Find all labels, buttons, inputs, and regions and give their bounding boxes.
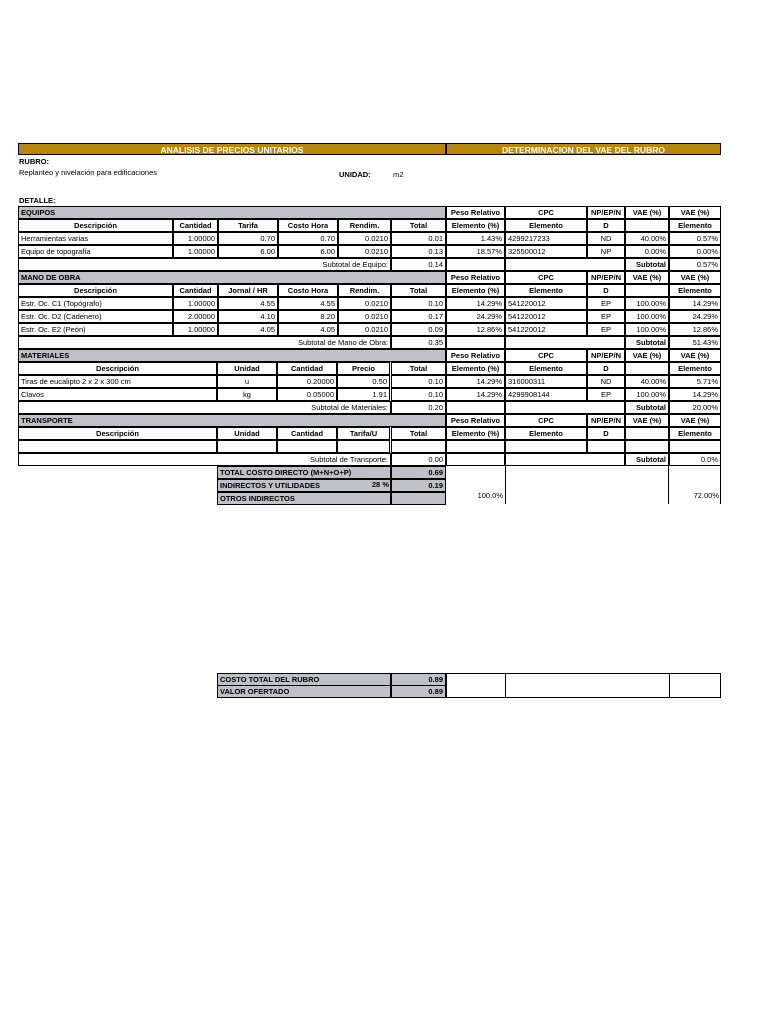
vae-pct: 100.00% [625,297,669,310]
column-header: Cantidad [173,284,218,297]
vae-header-peso: Peso Relativo [446,271,505,284]
vae-np: EP [587,323,625,336]
rubro-label: RUBRO: [19,157,49,166]
empty-cell [18,440,217,453]
vae-elemento: 24.29% [669,310,721,323]
row-rend: 0.0210 [338,310,391,323]
column-header: Unidad [217,427,277,440]
vae-peso: 14.29% [446,297,505,310]
vae-pct: 100.00% [625,323,669,336]
vae-header-np2: D [587,427,625,440]
row-cant: 1.00000 [173,323,218,336]
vae-header-cpc2: Elemento [505,362,587,375]
empty-cell [669,440,721,453]
vae-header-np: NP/EP/N [587,206,625,219]
empty-cell [217,440,277,453]
row-tarifa: 6.00 [218,245,278,258]
subtotal-value: 0.00 [391,453,446,466]
column-header: Descripción [18,219,173,232]
vae-header-np: NP/EP/N [587,271,625,284]
vae-sub-blank [446,258,505,271]
subtotal-label: Subtotal de Materiales: [18,401,391,414]
vae-header-np: NP/EP/N [587,414,625,427]
column-header: Rendim. [338,219,391,232]
vae-cpc: 4299908144 [505,388,587,401]
vae-header-peso: Peso Relativo [446,414,505,427]
empty-cell [505,440,587,453]
column-header: Cantidad [173,219,218,232]
vae-sub-blank [446,336,505,349]
row-cant: 1.00000 [173,232,218,245]
vae-header-blank [625,284,669,297]
vae-elemento: 14.29% [669,388,721,401]
row-tarifa: 4.10 [218,310,278,323]
row-cant: 1.00000 [173,297,218,310]
vae-sub-blank [505,453,625,466]
column-header: Costo Hora [278,284,338,297]
vae-np: NP [587,245,625,258]
column-header: Precio [337,362,390,375]
vae-np: ND [587,232,625,245]
costo-total-value: 0.89 [391,673,446,686]
vae-header-cpc: CPC [505,414,587,427]
row-rend: 0.0210 [338,232,391,245]
subtotal-label: Subtotal de Transporte: [18,453,391,466]
column-header: Cantidad [277,427,337,440]
costo-total-label: COSTO TOTAL DEL RUBRO [217,673,391,686]
row-costo: 0.70 [278,232,338,245]
vae-subtotal-value: 51.43% [669,336,721,349]
column-header: Cantidad [277,362,337,375]
vae-elemento: 0.00% [669,245,721,258]
vae-header-peso: Peso Relativo [446,349,505,362]
vae-header-vae-el2: Elemento [669,219,721,232]
vae-elemento: 12.86% [669,323,721,336]
vae-totals-right-border [720,466,721,504]
vae-peso: 1.43% [446,232,505,245]
rubro-description: Replanteo y nivelación para edificaciones [19,168,158,177]
vae-subtotal-value: 20.00% [669,401,721,414]
vae-sub-blank [505,336,625,349]
vae-subtotal-label: Subtotal [625,401,669,414]
row-total: 0.10 [391,375,446,388]
row-unidad: kg [217,388,277,401]
empty-cell [587,440,625,453]
row-desc: Tiras de eucalipto 2 x 2 x 300 cm [18,375,217,388]
row-total: 0.10 [391,297,446,310]
vae-elemento: 5.71% [669,375,721,388]
vae-header-vae-el: VAE (%) [669,414,721,427]
vae-cpc: 316000311 [505,375,587,388]
section-title-equipos: EQUIPOS [18,206,446,219]
row-precio: 0.50 [337,375,390,388]
column-header: Total [391,219,446,232]
total-directo-label: TOTAL COSTO DIRECTO (M+N+O+P) [217,466,391,479]
vae-header-vae-el: VAE (%) [669,206,721,219]
row-total: 0.17 [391,310,446,323]
vae-pct: 40.00% [625,232,669,245]
vae-header-cpc: CPC [505,206,587,219]
final-vae-box [446,673,721,698]
row-desc: Estr. Oc. D2 (Cadenero) [18,310,173,323]
vae-cpc: 325500012 [505,245,587,258]
subtotal-label: Subtotal de Equipo: [18,258,391,271]
vae-subtotal-label: Subtotal [625,258,669,271]
column-header: Rendim. [338,284,391,297]
vae-header-peso2: Elemento (%) [446,362,505,375]
vae-header-vae: VAE (%) [625,349,669,362]
vae-header-np2: D [587,362,625,375]
row-costo: 8.20 [278,310,338,323]
vae-pct: 0.00% [625,245,669,258]
column-header: Total [391,427,446,440]
vae-header-vae: VAE (%) [625,414,669,427]
row-total: 0.13 [391,245,446,258]
vae-cpc: 4299217233 [505,232,587,245]
column-header: Costo Hora [278,219,338,232]
empty-cell [337,440,390,453]
row-cant: 2.00000 [173,310,218,323]
vae-header-np: NP/EP/N [587,349,625,362]
column-header: Descripción [18,427,217,440]
section-title-transporte: TRANSPORTE [18,414,446,427]
vae-sub-blank [505,258,625,271]
vae-subtotal-value: 0.57% [669,258,721,271]
row-total: 0.01 [391,232,446,245]
empty-cell [391,440,446,453]
unidad-label: UNIDAD: [339,170,371,179]
title-analisis: ANALISIS DE PRECIOS UNITARIOS [18,143,446,155]
vae-header-cpc: CPC [505,349,587,362]
column-header: Descripción [18,284,173,297]
vae-cpc: 541220012 [505,323,587,336]
row-cant: 0.05000 [277,388,337,401]
row-desc: Herramientas varias [18,232,173,245]
vae-sub-blank [446,401,505,414]
column-header: Tarifa/U [337,427,390,440]
vae-header-vae: VAE (%) [625,206,669,219]
vae-header-cpc2: Elemento [505,284,587,297]
vae-np: EP [587,388,625,401]
title-vae: DETERMINACION DEL VAE DEL RUBRO [446,143,721,155]
column-header: Unidad [217,362,277,375]
row-costo: 6.00 [278,245,338,258]
vae-total: 72.00% [693,491,719,500]
vae-peso-total: 100.0% [477,491,503,500]
valor-ofertado-label: VALOR OFERTADO [217,685,391,698]
row-precio: 1.91 [337,388,390,401]
vae-np: EP [587,297,625,310]
empty-cell [625,440,669,453]
vae-header-np2: D [587,284,625,297]
row-total: 0.10 [391,388,446,401]
indirectos-percent: 28 % [371,480,389,489]
section-title-mano_obra: MANO DE OBRA [18,271,446,284]
vae-header-np2: D [587,219,625,232]
vae-header-cpc: CPC [505,271,587,284]
vae-pct: 100.00% [625,310,669,323]
column-header: Total [391,362,446,375]
vae-header-vae-el2: Elemento [669,362,721,375]
vae-header-vae-el2: Elemento [669,427,721,440]
row-desc: Equipo de topografía [18,245,173,258]
vae-subtotal-value: 0.0% [669,453,721,466]
vae-pct: 100.00% [625,388,669,401]
section-title-materiales: MATERIALES [18,349,446,362]
vae-header-cpc2: Elemento [505,427,587,440]
total-directo-value: 0.69 [391,466,446,479]
row-cant: 0.20000 [277,375,337,388]
column-header: Descripción [18,362,217,375]
vae-peso: 12.86% [446,323,505,336]
vae-header-cpc2: Elemento [505,219,587,232]
column-header: Tarifa [218,219,278,232]
vae-pct: 40.00% [625,375,669,388]
column-header: Jornal / HR [218,284,278,297]
subtotal-label: Subtotal de Mano de Obra: [18,336,391,349]
vae-totals-frame [505,466,669,504]
row-cant: 1.00000 [173,245,218,258]
vae-cpc: 541220012 [505,297,587,310]
row-desc: Estr. Oc. E2 (Peón) [18,323,173,336]
final-vae-divider [669,673,670,698]
vae-header-peso2: Elemento (%) [446,219,505,232]
vae-peso: 14.29% [446,388,505,401]
row-costo: 4.05 [278,323,338,336]
vae-peso: 18.57% [446,245,505,258]
vae-header-blank [625,427,669,440]
vae-header-blank [625,219,669,232]
vae-header-vae: VAE (%) [625,271,669,284]
vae-peso: 24.29% [446,310,505,323]
vae-header-vae-el: VAE (%) [669,271,721,284]
row-tarifa: 4.05 [218,323,278,336]
otros-indirectos-label: OTROS INDIRECTOS [217,492,391,505]
row-total: 0.09 [391,323,446,336]
indirectos-value: 0.19 [391,479,446,492]
vae-np: ND [587,375,625,388]
vae-np: EP [587,310,625,323]
vae-sub-blank [446,453,505,466]
vae-header-blank [625,362,669,375]
vae-header-peso: Peso Relativo [446,206,505,219]
empty-cell [277,440,337,453]
vae-header-peso2: Elemento (%) [446,427,505,440]
row-unidad: u [217,375,277,388]
row-costo: 4.55 [278,297,338,310]
subtotal-value: 0.14 [391,258,446,271]
vae-subtotal-label: Subtotal [625,336,669,349]
subtotal-value: 0.35 [391,336,446,349]
vae-header-vae-el2: Elemento [669,284,721,297]
valor-ofertado-value: 0.89 [391,685,446,698]
vae-elemento: 14.29% [669,297,721,310]
vae-elemento: 0.57% [669,232,721,245]
row-rend: 0.0210 [338,245,391,258]
vae-header-vae-el: VAE (%) [669,349,721,362]
final-vae-divider [505,673,506,698]
vae-cpc: 541220012 [505,310,587,323]
otros-indirectos-value [391,492,446,505]
row-desc: Clavos [18,388,217,401]
vae-sub-blank [505,401,625,414]
row-rend: 0.0210 [338,297,391,310]
row-tarifa: 4.55 [218,297,278,310]
vae-peso: 14.29% [446,375,505,388]
row-tarifa: 0.70 [218,232,278,245]
column-header: Total [391,284,446,297]
unidad-value: m2 [393,170,404,179]
subtotal-value: 0.20 [391,401,446,414]
vae-subtotal-label: Subtotal [625,453,669,466]
indirectos-label: INDIRECTOS Y UTILIDADES [217,479,391,492]
detalle-label: DETALLE: [19,196,56,205]
row-desc: Estr. Oc. C1 (Topógrafo) [18,297,173,310]
row-rend: 0.0210 [338,323,391,336]
vae-header-peso2: Elemento (%) [446,284,505,297]
empty-cell [446,440,505,453]
